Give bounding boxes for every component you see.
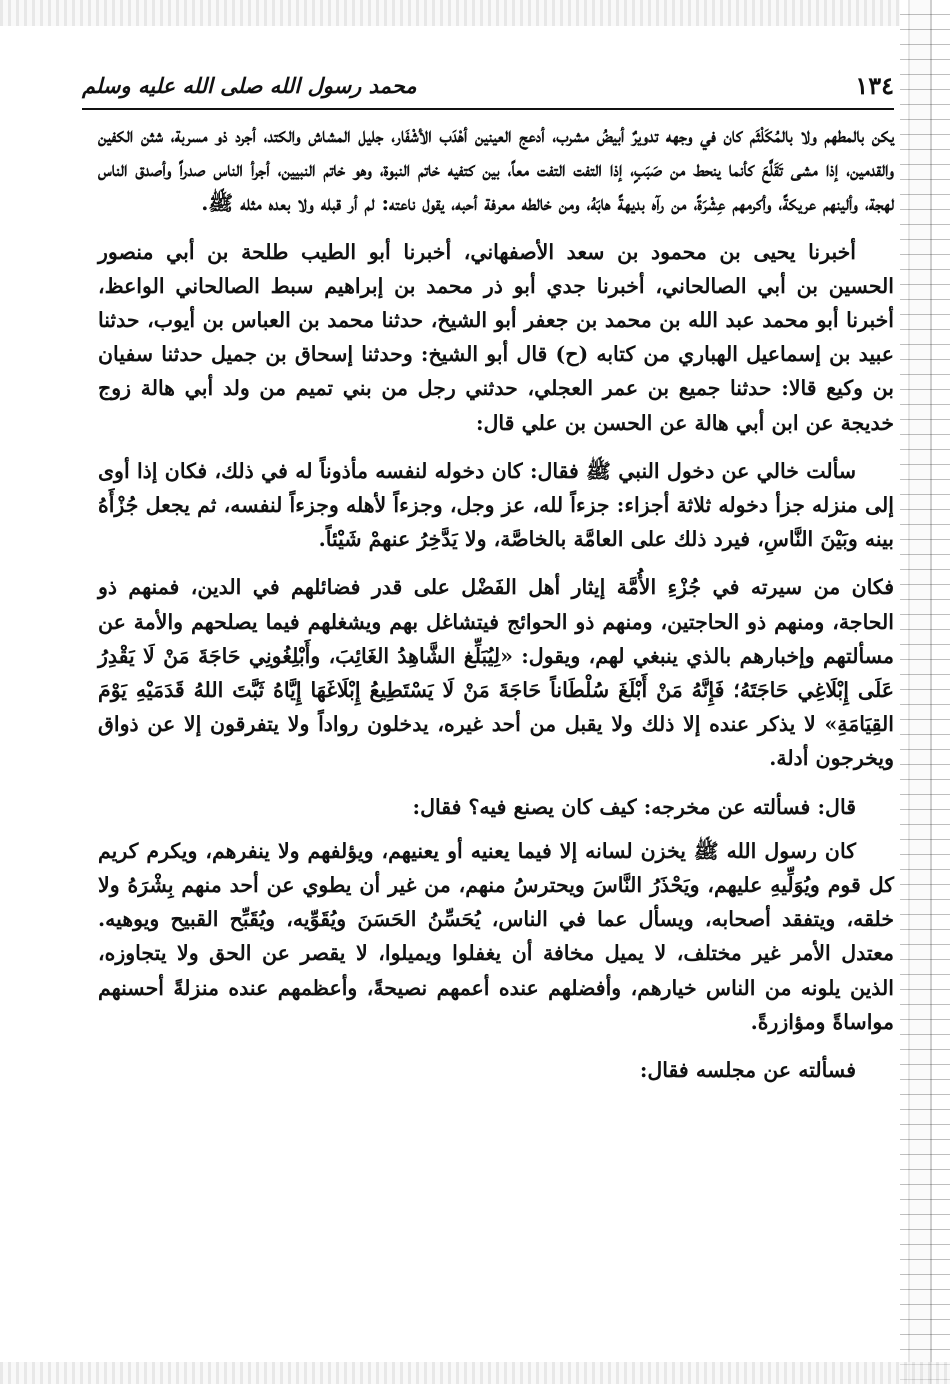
paragraph-isnad: أخبرنا يحيى بن محمود بن سعد الأصفهاني، أخبرنا أبو الطيب طلحة بن أبي منصور الحسين بن أبي الصالحاني، أخبرنا جدي أبو ذر محمد بن إبراهيم سبط الصالحاني الواعظ، أخبرنا أبو محمد عبد الله بن محمد بن جعفر أبو الشيخ، حدثنا محمد بن العباس بن أيوب، حدثنا عبيد بن إسماعيل الهباري من كتابه (ح) قال أبو الشيخ: وحدثنا إسحاق بن جميل حدثنا سفيان بن وكيع قالا: حدثنا جميع بن عمر العجلي، حدثني رجل من بني تميم من ولد أبي هالة زوج خديجة عن ابن أبي هالة عن الحسن بن علي قال: (98, 239, 894, 435)
decorative-right-border (900, 0, 950, 1384)
header-rule (82, 108, 894, 110)
running-title: محمد رسول الله صلى الله عليه وسلم (82, 72, 417, 98)
decorative-bottom-border (0, 1362, 950, 1384)
page-body (98, 118, 894, 1101)
decorative-top-border (0, 0, 950, 26)
paragraph-description: يكن بالمطهم ولا بالمُكَلْثَم كان في وجهه تدويرٌ أبيضُ مشرب، أدعج العينين أهْدَب الأشْفَار، جليل المشاش والكتد، أجرد ذو مسربة، شثن الكفين والقدمين، إذا مشى تَقَلَّعَ كأنما ينحط من صَبَبٍ، إذا التفت التفت معاً، بين كتفيه خاتم النبوة، وهو خاتم النبيين، أجرأ الناس صدراً وأصدق الناس لهجة، وألينهم عريكةً، وأكرمهم عِشْرَةً، من رآه بديهةً هابَهُ، ومن خالطه معرفة أحبه، يقول ناعته: لم أر قبله ولا بعده مثله ﷺ. (98, 123, 894, 216)
paragraph-question-going-out: قال: فسألته عن مخرجه: كيف كان يصنع فيه؟ فقال: (412, 794, 856, 819)
paragraph-entering-home: سألت خالي عن دخول النبي ﷺ فقال: كان دخوله لنفسه مأذوناً له في ذلك، فكان إذا أوى إلى منزله جزأ دخوله ثلاثة أجزاء: جزءاً لله، عز وجل، وجزءاً لأهله وجزءاً لنفسه، ثم يجعل جُزْأَهُ بينه وبَيْنَ النَّاسِ، فيرد ذلك على العامَّة بالخاصَّة، ولا يَدَّخِرُ عنهمْ شَيْئاً. (98, 458, 894, 552)
paragraph-question-gathering: فسألته عن مجلسه فقال: (639, 1058, 856, 1083)
page-number: ١٣٤ (855, 70, 894, 100)
page-header (82, 68, 894, 102)
paragraph-going-out: كان رسول الله ﷺ يخزن لسانه إلا فيما يعنيه أو يعنيهم، ويؤلفهم ولا ينفرهم، ويكرم كريم كل قوم ويُوَلِّيهِ عليهم، ويَحْذَرُ النَّاسَ ويحترسُ منهم، من غير أن يطوي عن أحد منهم بِشْرَهُ ولا خلقه، ويتفقد أصحابه، ويسأل عما في الناس، يُحَسِّنُ الحَسَنَ ويُقَوِّيه، ويُقَبِّح القبيح ويوهيه. معتدل الأمر غير مختلف، لا يميل مخافة أن يغفلوا ويميلوا، لا يقصر عن الحق ولا يتجاوزه، الذين يلونه من الناس خيارهم، وأفضلهم عنده أعمهم نصيحةً، وأعظمهم عنده منزلةً أحسنهم مواساةً ومؤازرةً. (98, 838, 894, 1034)
paragraph-conduct: فكان من سيرته في جُزْءِ الأُمَّة إيثار أهل الفَضْل على قدر فضائلهم في الدين، فمنهم ذو الحاجة، ومنهم ذو الحاجتين، ومنهم ذو الحوائج فيتشاغل بهم ويشغلهم فيما يصلحهم والأمة عن مسألتهم وإخبارهم بالذي ينبغي لهم، ويقول: «لِيُبَلِّغ الشَّاهِدُ الغَائِبَ، وأَبْلِغُونِي حَاجَةَ مَنْ لَا يَقْدِرُ عَلَى إِبْلَاغِي حَاجَتَهُ؛ فَإِنَّهُ مَنْ أَبْلَغَ سُلْطَاناً حَاجَةَ مَنْ لَا يَسْتَطِيعُ إِبْلَاغَهَا إِيَّاهُ ثَبَّتَ اللهُ قَدَمَيْهِ يَوْمَ القِيَامَةِ» لا يذكر عنده إلا ذلك ولا يقبل من أحد غيره، يدخلون رواداً ولا يتفرقون إلا عن ذواق ويخرجون أدلة. (98, 575, 894, 771)
